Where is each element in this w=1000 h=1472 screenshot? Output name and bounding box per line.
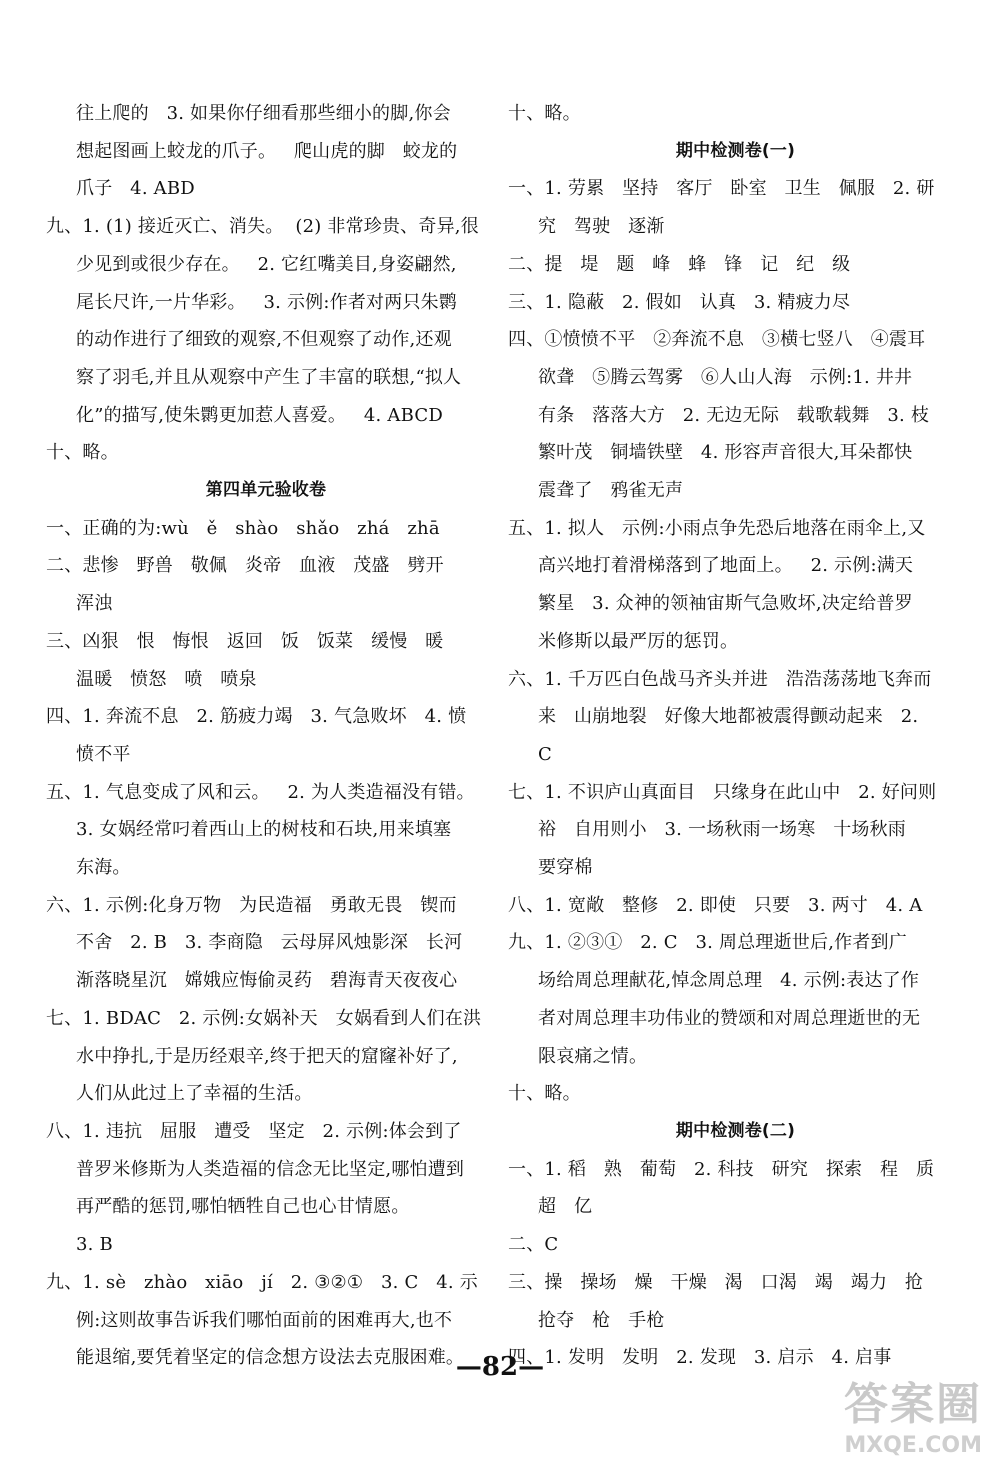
answer-line: 六、1. 千万匹白色战马齐头并进 浩浩荡荡地飞奔而: [508, 668, 932, 690]
watermark-url: MXQE.COM: [844, 1433, 982, 1458]
answer-line: 抢夺 枪 手枪: [538, 1309, 665, 1331]
answer-line: 二、提 堤 题 峰 蜂 锋 记 纪 级: [508, 253, 851, 275]
answer-line: 爪子 4. ABD: [76, 178, 195, 200]
answer-line: 二、悲惨 野兽 敬佩 炎帝 血液 茂盛 劈开: [46, 555, 444, 577]
answer-line: 十、略。: [46, 442, 119, 464]
answer-line: 七、1. 不识庐山真面目 只缘身在此山中 2. 好问则: [508, 781, 937, 803]
answer-line: 八、1. 宽敞 整修 2. 即使 只要 3. 两寸 4. A: [508, 894, 923, 916]
answer-line: 东海。: [76, 857, 131, 879]
answer-line: 限哀痛之情。: [538, 1045, 648, 1067]
answer-line: 欲聋 ⑤腾云驾雾 ⑥人山人海 示例:1. 井井: [538, 366, 913, 388]
answer-line: 五、1. 气息变成了风和云。 2. 为人类造福没有错。: [46, 781, 475, 803]
answer-line: 往上爬的 3. 如果你仔细看那些细小的脚,你会: [76, 103, 451, 124]
answer-line: 想起图画上蛟龙的爪子。 爬山虎的脚 蛟龙的: [76, 140, 458, 162]
answer-line: 水中挣扎,于是历经艰辛,终于把天的窟窿补好了,: [76, 1045, 458, 1067]
answer-line: 繁星 3. 众神的领袖宙斯气急败坏,决定给普罗: [538, 593, 913, 615]
answer-line: 有条 落落大方 2. 无边无际 载歌载舞 3. 枝: [538, 404, 930, 426]
answer-line: 再严酷的惩罚,哪怕牺牲自己也心甘情愿。: [76, 1196, 410, 1218]
answer-line: 繁叶茂 铜墙铁壁 4. 形容声音很大,耳朵都快: [538, 442, 913, 464]
answer-line: 米修斯以最严厉的惩罚。: [538, 630, 739, 652]
answer-line: 二、C: [508, 1234, 559, 1256]
answer-line: 九、1. sè zhào xiāo jí 2. ③②① 3. C 4. 示: [46, 1271, 478, 1293]
page-number: —82—: [455, 1352, 545, 1382]
answer-line: 震聋了 鸦雀无声: [538, 480, 684, 502]
answer-line: 五、1. 拟人 示例:小雨点争先恐后地落在雨伞上,又: [508, 517, 926, 539]
answer-line: 人们从此过上了幸福的生活。: [76, 1083, 313, 1105]
section-heading: 期中检测卷(二): [675, 1120, 796, 1141]
answer-line: 三、凶狠 恨 悔恨 返回 饭 饭菜 缓慢 暖: [46, 630, 444, 652]
answer-line: 3. B: [76, 1234, 113, 1256]
answer-line: 裕 自用则小 3. 一场秋雨一场寒 十场秋雨: [538, 819, 906, 841]
answer-line: 九、1. (1) 接近灭亡、消失。 (2) 非常珍贵、奇异,很: [46, 216, 479, 238]
answer-line: 九、1. ②③① 2. C 3. 周总理逝世后,作者到广: [508, 932, 907, 954]
answer-line: 浑浊: [76, 593, 113, 615]
answer-line: 渐落晓星沉 嫦娥应悔偷灵药 碧海青天夜夜心: [76, 970, 458, 992]
answer-line: 尾长尺许,一片华彩。 3. 示例:作者对两只朱鹮: [76, 291, 458, 313]
answer-line: 三、操 操场 燥 干燥 渴 口渴 竭 竭力 抢: [508, 1271, 924, 1293]
answer-line: 六、1. 示例:化身万物 为民造福 勇敢无畏 锲而: [46, 894, 457, 916]
answer-line: 十、略。: [508, 1083, 581, 1105]
watermark: [832, 1368, 982, 1458]
answer-line: 的动作进行了细致的观察,不但观察了动作,还观: [76, 329, 452, 351]
answer-line: C: [538, 743, 552, 765]
answer-line: 一、正确的为:wù ě shào shǎo zhá zhā: [46, 517, 440, 539]
watermark-logo: 答案圈: [844, 1379, 982, 1430]
answer-line: 要穿棉: [538, 857, 593, 879]
answer-line: 化”的描写,使朱鹮更加惹人喜爱。 4. ABCD: [76, 404, 443, 426]
answer-line: 察了羽毛,并且从观察中产生了丰富的联想,“拟人: [76, 366, 462, 388]
answer-line: 3. 女娲经常叼着西山上的树枝和石块,用来填塞: [76, 819, 452, 841]
answer-line: 八、1. 违抗 屈服 遭受 坚定 2. 示例:体会到了: [46, 1120, 462, 1142]
answer-line: 来 山崩地裂 好像大地都被震得颤动起来 2.: [538, 706, 919, 728]
answer-line: 不舍 2. B 3. 李商隐 云母屏风烛影深 长河: [76, 932, 463, 954]
answer-line: 三、1. 隐蔽 2. 假如 认真 3. 精疲力尽: [508, 291, 851, 313]
right-column: [508, 95, 963, 1377]
answer-line: 一、1. 稻 熟 葡萄 2. 科技 研究 探索 程 质: [508, 1158, 935, 1180]
answer-line: 愤不平: [76, 743, 131, 765]
answer-line: 能退缩,要凭着坚定的信念想方设法去克服困难。: [76, 1347, 465, 1369]
answer-line: 温暖 愤怒 喷 喷泉: [76, 668, 257, 690]
answer-line: 究 驾驶 逐渐: [538, 216, 665, 238]
answer-line: 例:这则故事告诉我们哪怕面前的困难再大,也不: [76, 1309, 453, 1331]
answer-line: 十、略。: [508, 103, 581, 124]
answer-line: 者对周总理丰功伟业的赞颂和对周总理逝世的无: [538, 1007, 921, 1029]
answer-line: 超 亿: [538, 1196, 593, 1218]
left-column: [46, 95, 486, 1377]
answer-line: 四、①愤愤不平 ②奔流不息 ③横七竖八 ④震耳: [508, 329, 926, 351]
answer-line: 四、1. 奔流不息 2. 筋疲力竭 3. 气急败坏 4. 愤: [46, 706, 467, 728]
section-heading: 期中检测卷(一): [675, 140, 796, 161]
answer-line: 普罗米修斯为人类造福的信念无比坚定,哪怕遭到: [76, 1158, 465, 1180]
answer-line: 高兴地打着滑梯落到了地面上。 2. 示例:满天: [538, 555, 914, 577]
answer-line: 少见到或很少存在。 2. 它红嘴美目,身姿翩然,: [76, 253, 457, 275]
answer-line: 一、1. 劳累 坚持 客厅 卧室 卫生 佩服 2. 研: [508, 178, 935, 200]
answer-line: 四、1. 发明 发明 2. 发现 3. 启示 4. 启事: [508, 1347, 892, 1369]
answer-line: 七、1. BDAC 2. 示例:女娲补天 女娲看到人们在洪: [46, 1007, 482, 1029]
answer-line: 场给周总理献花,悼念周总理 4. 示例:表达了作: [538, 970, 920, 992]
section-heading: 第四单元验收卷: [205, 480, 327, 501]
